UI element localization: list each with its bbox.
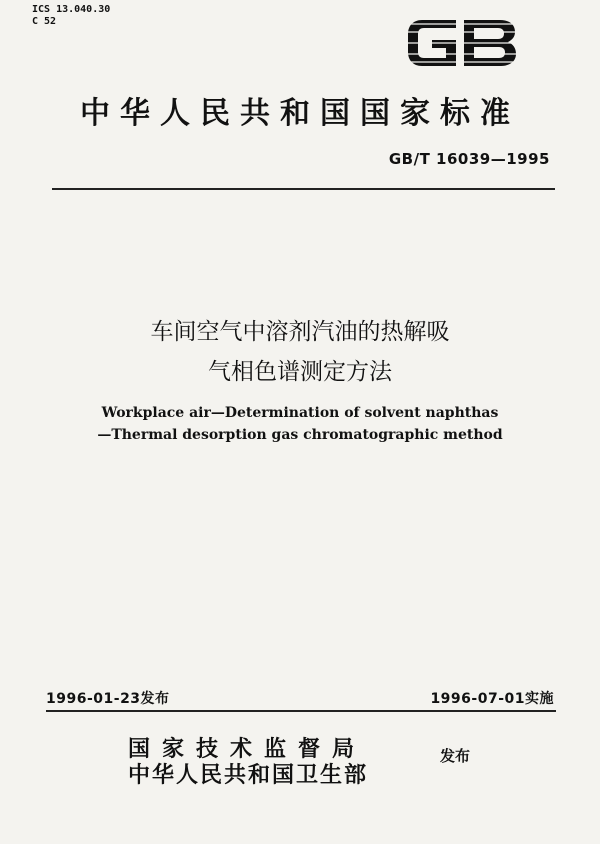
footer-divider	[46, 710, 556, 712]
issuer-line2: 中华人民共和国卫生部	[128, 762, 369, 788]
issue-date: 1996-01-23发布	[46, 691, 170, 707]
title-chinese-line1: 车间空气中溶剂汽油的热解吸	[150, 319, 450, 345]
standard-title: 中华人民共和国国家标准	[80, 96, 520, 131]
ics-code: ICS 13.040.30	[32, 4, 111, 15]
title-english-line2: —Thermal desorption gas chromatographic method	[97, 427, 503, 443]
classification-codes	[32, 4, 110, 28]
ccs-code: C 52	[32, 16, 57, 27]
issuing-authorities	[128, 736, 368, 788]
title-english	[0, 402, 600, 446]
implementation-date: 1996-07-01实施	[430, 691, 554, 707]
standard-number: GB/T 16039—1995	[388, 150, 550, 168]
issuer-line1: 国家技术监督局	[128, 736, 367, 762]
gb-logo-icon	[404, 14, 520, 72]
title-chinese	[0, 312, 600, 392]
header-divider	[52, 188, 555, 190]
title-chinese-line2: 气相色谱测定方法	[208, 359, 392, 385]
publish-label: 发布	[440, 747, 471, 765]
title-english-line1: Workplace air—Determination of solvent naphthas	[101, 405, 499, 421]
